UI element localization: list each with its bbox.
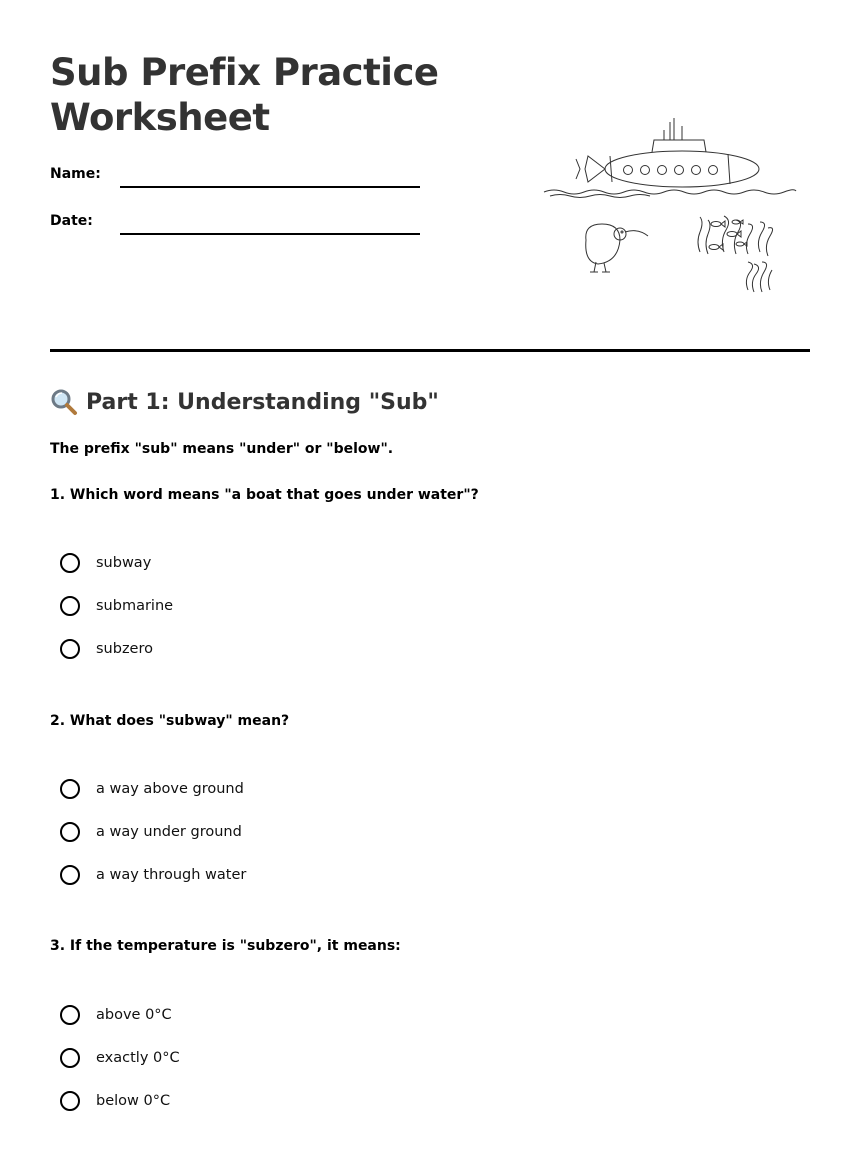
submarine-icon: [544, 118, 796, 198]
magnifying-glass-icon: [50, 388, 78, 416]
option-label: a way under ground: [96, 824, 242, 840]
option-label: exactly 0°C: [96, 1050, 180, 1066]
question-2: 2. What does "subway" mean?: [50, 713, 290, 729]
worksheet-title: [50, 50, 439, 140]
title-line-2: Worksheet: [50, 96, 270, 139]
title-line-1: Sub Prefix Practice: [50, 51, 439, 94]
option-label: subway: [96, 555, 152, 571]
radio-button[interactable]: [60, 639, 80, 659]
q3-option-1[interactable]: [60, 1005, 172, 1025]
q2-option-1[interactable]: [60, 779, 244, 799]
radio-button[interactable]: [60, 779, 80, 799]
q1-option-3[interactable]: [60, 639, 153, 659]
section-divider: [50, 349, 810, 352]
kiwi-bird-icon: [586, 224, 648, 272]
q2-option-3[interactable]: [60, 865, 246, 885]
radio-button[interactable]: [60, 596, 80, 616]
q3-option-3[interactable]: [60, 1091, 170, 1111]
seaweed-fish-icon: [698, 216, 773, 292]
illustration: [540, 112, 800, 297]
name-field[interactable]: [120, 186, 420, 188]
date-field[interactable]: [120, 233, 420, 235]
option-label: a way above ground: [96, 781, 244, 797]
radio-button[interactable]: [60, 822, 80, 842]
option-label: subzero: [96, 641, 153, 657]
option-label: submarine: [96, 598, 174, 614]
radio-button[interactable]: [60, 553, 80, 573]
date-label: Date:: [50, 213, 93, 229]
prefix-definition: The prefix "sub" means "under" or "below".: [50, 441, 394, 457]
q1-option-2[interactable]: [60, 596, 173, 616]
name-label: Name:: [50, 166, 101, 182]
section-title: Part 1: Understanding "Sub": [86, 389, 439, 415]
radio-button[interactable]: [60, 865, 80, 885]
q3-option-2[interactable]: [60, 1048, 180, 1068]
q1-option-1[interactable]: [60, 553, 151, 573]
question-3: 3. If the temperature is "subzero", it means:: [50, 938, 401, 954]
option-label: above 0°C: [96, 1007, 172, 1023]
radio-button[interactable]: [60, 1091, 80, 1111]
radio-button[interactable]: [60, 1005, 80, 1025]
option-label: below 0°C: [96, 1093, 171, 1109]
option-label: a way through water: [96, 867, 247, 883]
question-1: 1. Which word means "a boat that goes under water"?: [50, 487, 479, 503]
radio-button[interactable]: [60, 1048, 80, 1068]
section-heading: [50, 388, 439, 416]
q2-option-2[interactable]: [60, 822, 242, 842]
